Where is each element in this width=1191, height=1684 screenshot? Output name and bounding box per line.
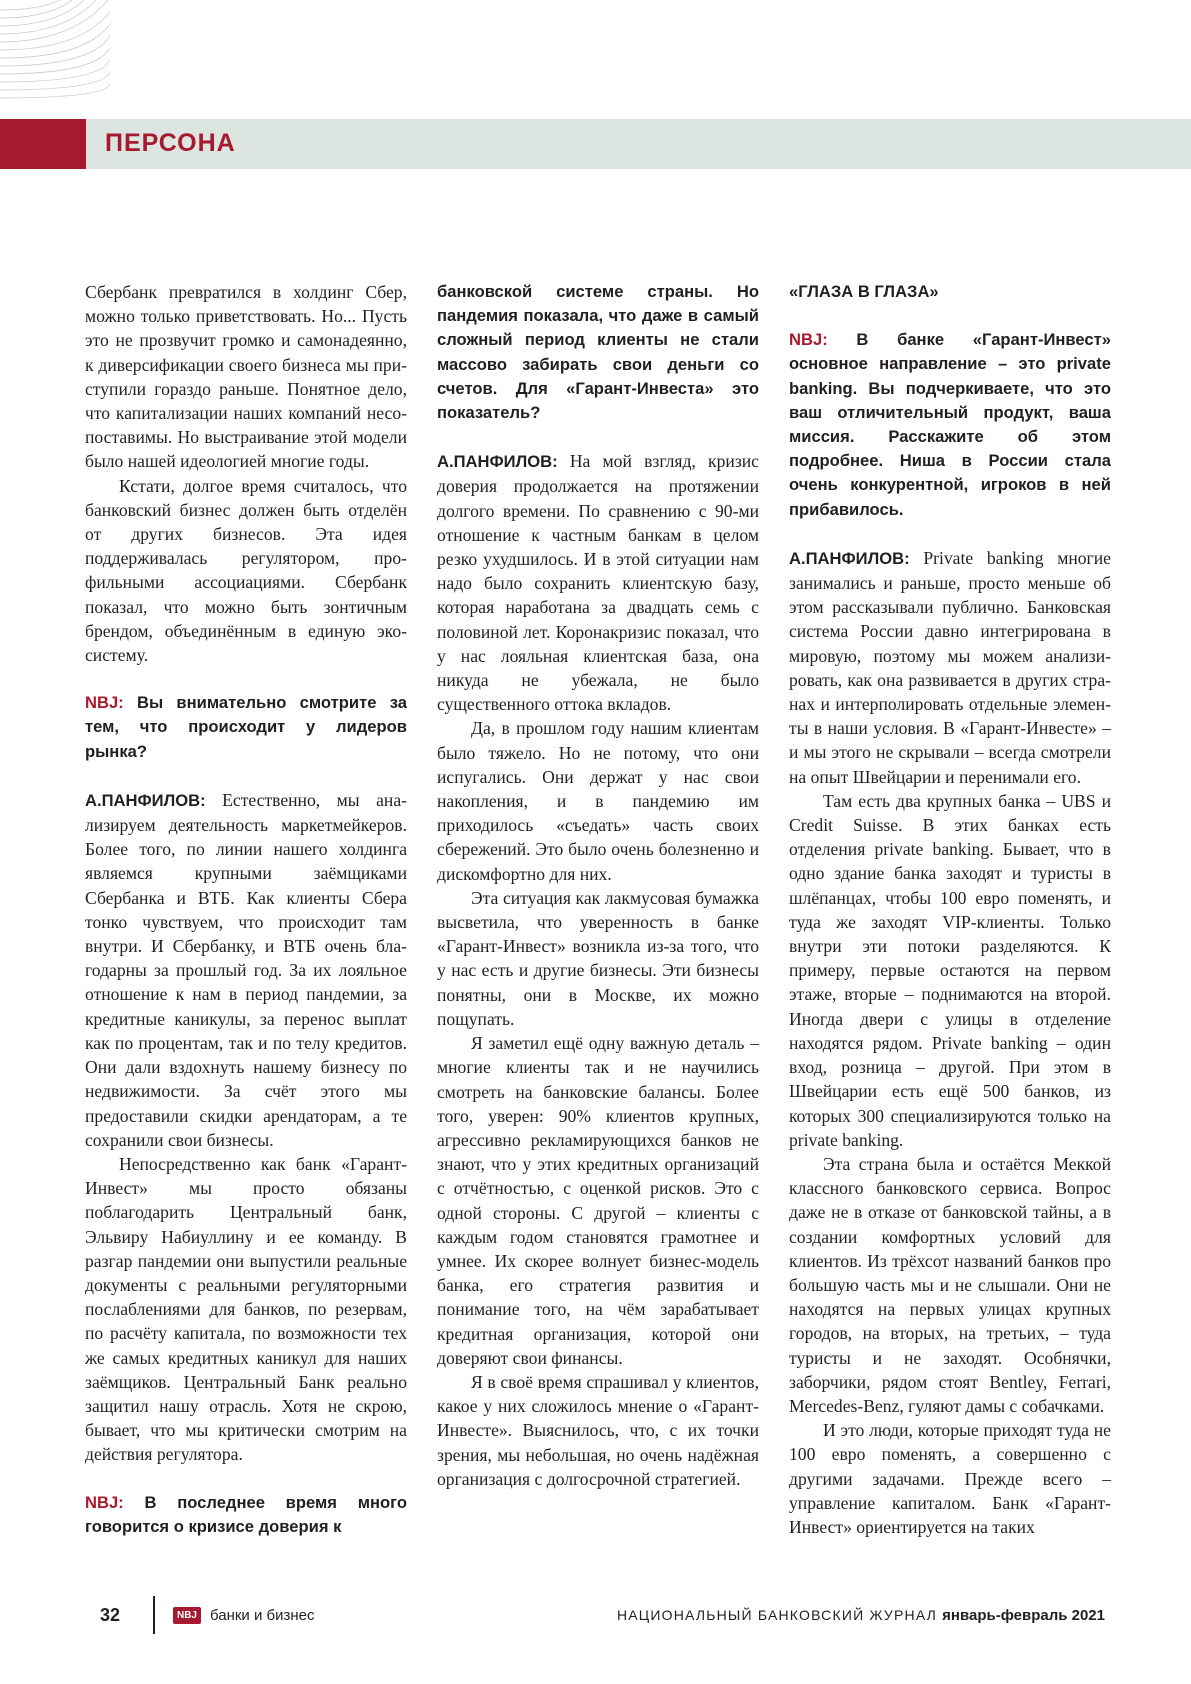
speaker-label: А.ПАНФИЛОВ:	[85, 790, 206, 810]
journal-title: НАЦИОНАЛЬНЫЙ БАНКОВСКИЙ ЖУРНАЛ	[616, 1607, 938, 1623]
paragraph: Эта ситуация как лакмусовая бумажка высветила, что уверенность в банке «Гарант-Инвест» возникла из-за того, что у нас есть и другие бизнесы. Эти бизнесы понятны, они в Москве, их можно пощупать.	[437, 887, 759, 1029]
article-column-2	[437, 280, 759, 1491]
page-footer	[0, 1596, 1191, 1636]
interview-answer	[85, 788, 407, 1152]
nbj-label: NBJ:	[789, 330, 828, 350]
paragraph: Кстати, долгое время считалось, что банковский бизнес должен быть отделён от других бизнесов. Эта идея поддерживалась регулятором, профильными ассоциациями. Сбербанк показал, что можно быть зонтичным брендом, объединённым в единую экосистему.	[85, 475, 407, 666]
journal-name	[617, 1607, 1105, 1624]
article-column-3	[789, 280, 1111, 1539]
question-text: В последнее время много говорится о кризисе доверия к	[85, 1492, 407, 1536]
paragraph: Я заметил ещё одну важную деталь – многие клиенты так и не научились смотреть на банковские балансы. Более того, уверен: 90% клиентов крупных, агрессивно рекламирующихся банков не знают, что у этих кредитных организаций с отчётностью, с оценкой рисков. Это с одной стороны. С другой – клиенты с каждым годом становятся грамотнее и умнее. Их скорее волнует бизнес-модель банка, его стратегия развития и понимание того, на чём зарабатывает кредитная организация, которой они доверяют свои финансы.	[437, 1033, 759, 1368]
paragraph: Там есть два крупных банка – UBS и Credit Suisse. В этих банках есть отделения private banking. Бывает, что в одно здание банка заходят и туристы в шлёпанцах, чтобы 100 евро поменять, и туда же заходят VIP-клиенты. Только внутри эти потоки разделяются. К примеру, первые остаются на первом этаже, вторые – поднимаются на второй. Иногда двери с улицы в отделение находятся рядом. Private banking – один вход, розница – другой. При этом в Швейцарии есть ещё 500 банков, из которых 300 специализируются только на private banking.	[789, 790, 1111, 1150]
paragraph: Эта страна была и остаётся Меккой классного банковского сервиса. Вопрос даже не в отказе от банковской тайны, а в создании комфортных условий для клиентов. Из трёхсот названий банков про большую часть мы и не слышали. Они не находятся на первых улицах крупных городов, на вторых, на третьих, – туда туристы и не заходят. Особнячки, заборчики, рядом стоят Bentley, Ferrari, Mercedes-Benz, гуляют дамы с собачками.	[789, 1153, 1111, 1416]
answer-text: Private banking многие занимались и раньше, просто меньше об этом рассказывали публично. Банковская система России давно интегрирована в мировую, поэтому мы можем анализировать, как она развивается в других странах и интерполировать отдельные элементы в наши условия. В «Гарант-Инвесте» – и мы этого не скрывали – всегда смотрели на опыт Швейцарии и перенимали его.	[789, 547, 1111, 787]
subheading: «ГЛАЗА В ГЛАЗА»	[789, 282, 939, 301]
corner-line-pattern	[0, 0, 110, 110]
paragraph: Да, в прошлом году нашим клиентам было тяжело. Но не потому, что они испугались. Они держат у нас свои накопления, и в пандемию им приходилось «съедать» часть своих сбережений. Это было очень болезненно и дискомфортно для них.	[437, 718, 759, 884]
header-accent-block	[0, 119, 86, 169]
nbj-logo-icon: NBJ	[173, 1607, 201, 1624]
interview-answer	[789, 546, 1111, 789]
paragraph: И это люди, которые приходят туда не 100 евро поменять, а совершенно с другими задачами. Прежде всего – управление капиталом. Банк «Гарант-Инвест» ориентируется на таких	[789, 1420, 1111, 1537]
footer-divider	[153, 1596, 155, 1634]
nbj-label: NBJ:	[85, 693, 124, 713]
question-text: В банке «Гарант-Инвест» основное направление – это private banking. Вы подчеркиваете, что это ваш отличительный продукт, ваша миссия. Расскажите об этом подробнее. Ниша в России стала очень конкурентной, игроков в ней прибавилось.	[789, 330, 1111, 519]
section-title: ПЕРСОНА	[105, 129, 236, 157]
paragraph: Я в своё время спрашивал у клиентов, какое у них сложилось мнение о «Гарант-Инвесте». Выяснилось, что, с их точки зрения, мы небольшая, но очень надёжная организация с долгосрочной стратегией.	[437, 1371, 759, 1489]
interview-question-continued: банковской системе страны. Но пандемия показала, что даже в самый сложный период клиенты не стали массово забирать свои деньги со счетов. Для «Гарант-Инвеста» это показатель?	[437, 282, 759, 423]
interview-question	[85, 691, 407, 764]
speaker-label: А.ПАНФИЛОВ:	[789, 548, 910, 568]
rubric-label: банки и бизнес	[210, 1607, 315, 1624]
paragraph: Сбербанк превратился в холдинг Сбер, можно только приветствовать. Но... Пусть это не прозвучит громко и самонадеянно, к диверсификации своего бизнеса мы приступили гораздо раньше. Понятное дело, что капитализации наших компаний несопоставимы. Но выстраивание этой модели было нашей идеологией многие годы.	[85, 282, 407, 472]
answer-text: Естественно, мы анализируем деятельность маркетмейкеров. Более того, по линии нашего холдинга являемся крупными заёмщиками Сбербанка и ВТБ. Как клиенты Сбера тонко чувствуем, что происходит там внутри. И Сбербанку, и ВТБ очень благодарны за прошлый год. За их лояльное отношение к нам в период пандемии, за кредитные каникулы, за перенос выплат как по процентам, так и по телу кредитов. Они дали вздохнуть нашему бизнесу по недвижимости. За счёт этого мы предоставили скидки арендаторам, а те сохранили свои бизнесы.	[85, 789, 407, 1150]
article-column-1	[85, 280, 407, 1539]
answer-text: На мой взгляд, кризис доверия продолжается на протяжении долгого времени. По сравнению с 90-ми отношение к частным банкам в целом резко ухудшилось. И в этой ситуации нам надо было сохранить клиентскую базу, которая наработана за двадцать семь с половиной лет. Коронакризис показал, что у нас лояльная клиентская база, она никуда не убежала, не было существенного оттока вкладов.	[437, 451, 759, 715]
issue-date: январь-февраль 2021	[942, 1607, 1105, 1624]
nbj-label: NBJ:	[85, 1492, 124, 1512]
interview-question	[85, 1491, 407, 1539]
paragraph: Непосредственно как банк «Гарант-Инвест» мы просто обязаны поблагодарить Центральный банк, Эльвиру Набиуллину и ее команду. В разгар пандемии они выпустили реальные документы с реальными регуляторными послаблениями для банков, по резервам, по расчёту капитала, по возможности тех же самых кредитных каникул для наших заёмщиков. Центральный Банк реально защитил нашу отрасль. Хотя не скрою, бывает, что мы критически смотрим на действия регулятора.	[85, 1153, 407, 1465]
interview-answer	[437, 449, 759, 716]
page-number: 32	[100, 1605, 121, 1625]
question-text: Вы внимательно смотрите за тем, что происходит у лидеров рынка?	[85, 693, 407, 761]
speaker-label: А.ПАНФИЛОВ:	[437, 452, 558, 472]
interview-question	[789, 328, 1111, 522]
